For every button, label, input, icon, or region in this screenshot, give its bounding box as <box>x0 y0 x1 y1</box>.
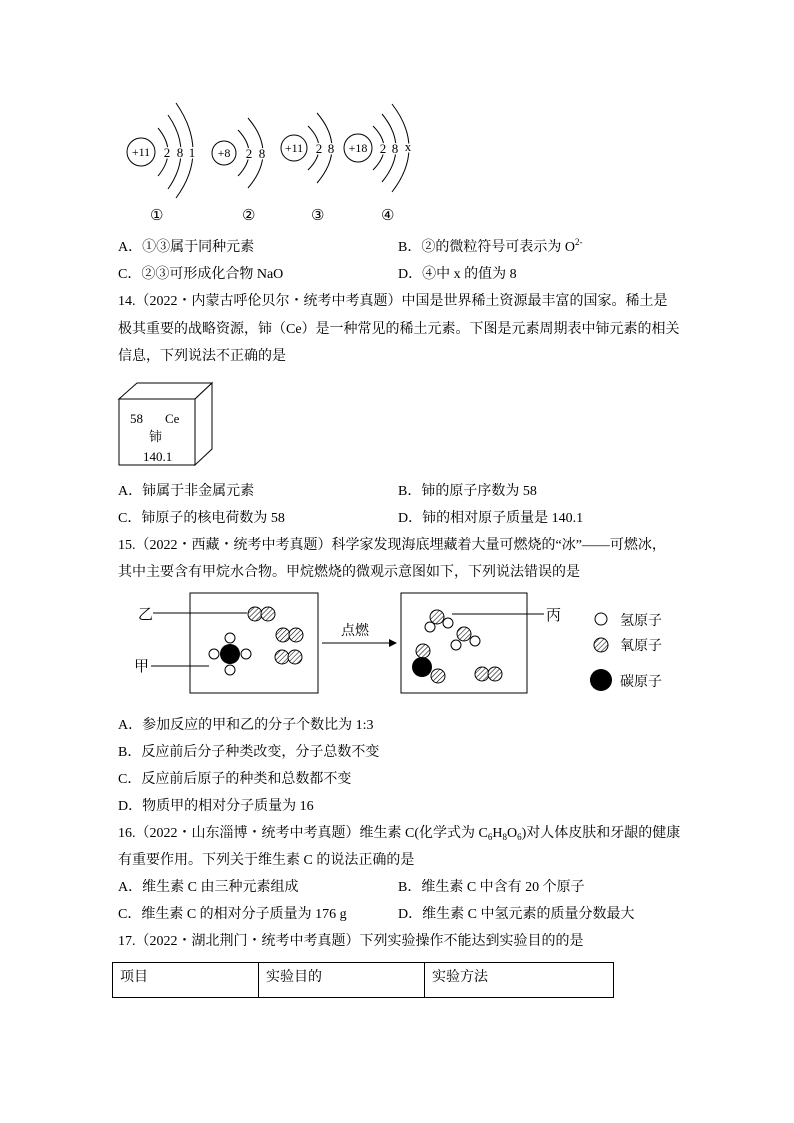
legend-oxygen-icon <box>594 638 608 652</box>
q16-stem-line: 有重要作用。下列关于维生素 C 的说法正确的是 <box>118 853 415 868</box>
shell-electron-count: 2 <box>245 146 253 161</box>
formula-subscript: 6 <box>487 832 493 842</box>
formula-element: O <box>506 826 518 841</box>
oxygen-atom <box>488 667 502 681</box>
oxygen-atom <box>289 628 303 642</box>
oxygen-atom <box>430 610 444 624</box>
q14-option-a: A．铈属于非金属元素 <box>118 484 255 499</box>
hydrogen-atom <box>470 636 480 646</box>
q13-option-b <box>398 239 582 257</box>
element-name: 铈 <box>149 429 163 444</box>
atom-label: ① <box>150 208 164 224</box>
formula-subscript: 6 <box>517 832 522 842</box>
experiment-table <box>112 962 614 998</box>
label-jia: 甲 <box>134 658 150 675</box>
q13-option-b-text: B．②的微粒符号可表示为 O <box>398 240 575 255</box>
q17-stem-line: 17.（2022・湖北荆门・统考中考真题）下列实验操作不能达到实验目的的是 <box>118 934 584 949</box>
table-header-cell: 实验方法 <box>425 963 614 998</box>
legend-carbon-label: 碳原子 <box>620 673 662 689</box>
q15-option-a: A．参加反应的甲和乙的分子个数比为 1:3 <box>118 718 374 733</box>
q14-stem-line: 极其重要的战略资源，铈（Ce）是一种常见的稀土元素。下图是元素周期表中铈元素的相关 <box>118 322 680 337</box>
q16-stem-line <box>118 825 680 843</box>
oxygen-atom <box>431 669 445 683</box>
ion-charge-superscript: 2- <box>574 237 583 247</box>
q15-option-c: C．反应前后原子的种类和总数都不变 <box>118 772 352 787</box>
q16-option-a: A．维生素 C 由三种元素组成 <box>118 880 299 895</box>
q13-option-c: C．②③可形成化合物 NaO <box>118 267 284 282</box>
shell-electron-count: 8 <box>391 141 399 156</box>
nucleus-charge: +11 <box>284 141 304 155</box>
oxygen-atom <box>248 607 262 621</box>
oxygen-atom <box>475 667 489 681</box>
hydrogen-atom <box>241 649 251 659</box>
shell-electron-count: 2 <box>315 141 323 156</box>
atom-label: ③ <box>311 208 325 224</box>
hydrogen-atom <box>209 649 219 659</box>
nucleus-charge: +11 <box>131 145 151 159</box>
q13-option-d: D．④中 x 的值为 8 <box>398 267 517 282</box>
oxygen-atom <box>416 644 430 658</box>
q15-option-b: B．反应前后分子种类改变，分子总数不变 <box>118 745 380 760</box>
hydrogen-atom <box>225 633 235 643</box>
reaction-arrow-head <box>389 639 397 647</box>
shell-electron-count: 1 <box>188 145 196 160</box>
carbon-atom <box>412 657 432 677</box>
q15-stem-line: 15.（2022・西藏・统考中考真题）科学家发现海底埋藏着大量可燃烧的“冰”——可燃冰， <box>118 538 666 553</box>
q16-stem-text: )对人体皮肤和牙龈的健康 <box>521 826 681 841</box>
shell-electron-count: 8 <box>258 146 266 161</box>
hydrogen-atom <box>443 618 453 628</box>
q16-option-d: D．维生素 C 中氢元素的质量分数最大 <box>398 907 635 922</box>
atomic-number: 58 <box>130 411 143 426</box>
atom-label: ② <box>242 208 256 224</box>
q15-stem-line: 其中主要含有甲烷水合物。甲烷燃烧的微观示意图如下，下列说法错误的是 <box>118 565 580 580</box>
label-bing: 丙 <box>546 607 562 624</box>
q14-option-c: C．铈原子的核电荷数为 58 <box>118 511 285 526</box>
q14-stem-line: 信息，下列说法不正确的是 <box>118 349 286 364</box>
q14-stem-line: 14.（2022・内蒙古呼伦贝尔・统考中考真题）中国是世界稀土资源最丰富的国家。稀土是 <box>118 294 668 309</box>
legend-carbon-icon <box>590 669 612 691</box>
q16-stem-text: 16.（2022・山东淄博・统考中考真题）维生素 C(化学式为 C <box>118 826 488 841</box>
formula-subscript: 8 <box>502 832 507 842</box>
table-header-row <box>113 963 614 998</box>
reaction-micro-diagram <box>120 585 700 705</box>
element-symbol: Ce <box>165 411 180 426</box>
nucleus-charge: +18 <box>348 141 368 155</box>
oxygen-atom <box>275 650 289 664</box>
oxygen-atom <box>261 607 275 621</box>
oxygen-atom <box>276 628 290 642</box>
legend-hydrogen-label: 氢原子 <box>620 612 662 628</box>
shell-electron-count: 8 <box>327 141 335 156</box>
oxygen-atom <box>288 650 302 664</box>
q14-option-d: D．铈的相对原子质量是 140.1 <box>398 511 584 526</box>
atom-label: ④ <box>381 208 395 224</box>
q14-option-b: B．铈的原子序数为 58 <box>398 484 537 499</box>
atomic-mass: 140.1 <box>143 449 173 464</box>
q15-option-d: D．物质甲的相对分子质量为 16 <box>118 799 314 814</box>
formula-element: H <box>492 826 503 841</box>
hydrogen-atom <box>451 640 461 650</box>
table-header-cell: 项目 <box>113 963 259 998</box>
nucleus-charge: +8 <box>217 146 231 160</box>
shell-electron-count: 2 <box>163 145 171 160</box>
legend-hydrogen-icon <box>595 613 607 625</box>
shell-electron-count: x <box>404 139 412 154</box>
hydrogen-atom <box>425 622 435 632</box>
element-card-cube <box>100 375 230 475</box>
table-header-cell: 实验目的 <box>259 963 425 998</box>
q16-option-c: C．维生素 C 的相对分子质量为 176 g <box>118 907 347 922</box>
shell-electron-count: 2 <box>379 141 387 156</box>
carbon-atom <box>220 644 240 664</box>
reaction-condition: 点燃 <box>341 622 369 638</box>
q16-option-b: B．维生素 C 中含有 20 个原子 <box>398 880 585 895</box>
label-yi: 乙 <box>138 606 154 623</box>
products-box <box>401 593 527 693</box>
shell-electron-count: 8 <box>176 145 184 160</box>
hydrogen-atom <box>225 665 235 675</box>
legend-oxygen-label: 氧原子 <box>620 637 662 653</box>
oxygen-atom <box>457 627 471 641</box>
q13-option-a: A．①③属于同种元素 <box>118 240 255 255</box>
